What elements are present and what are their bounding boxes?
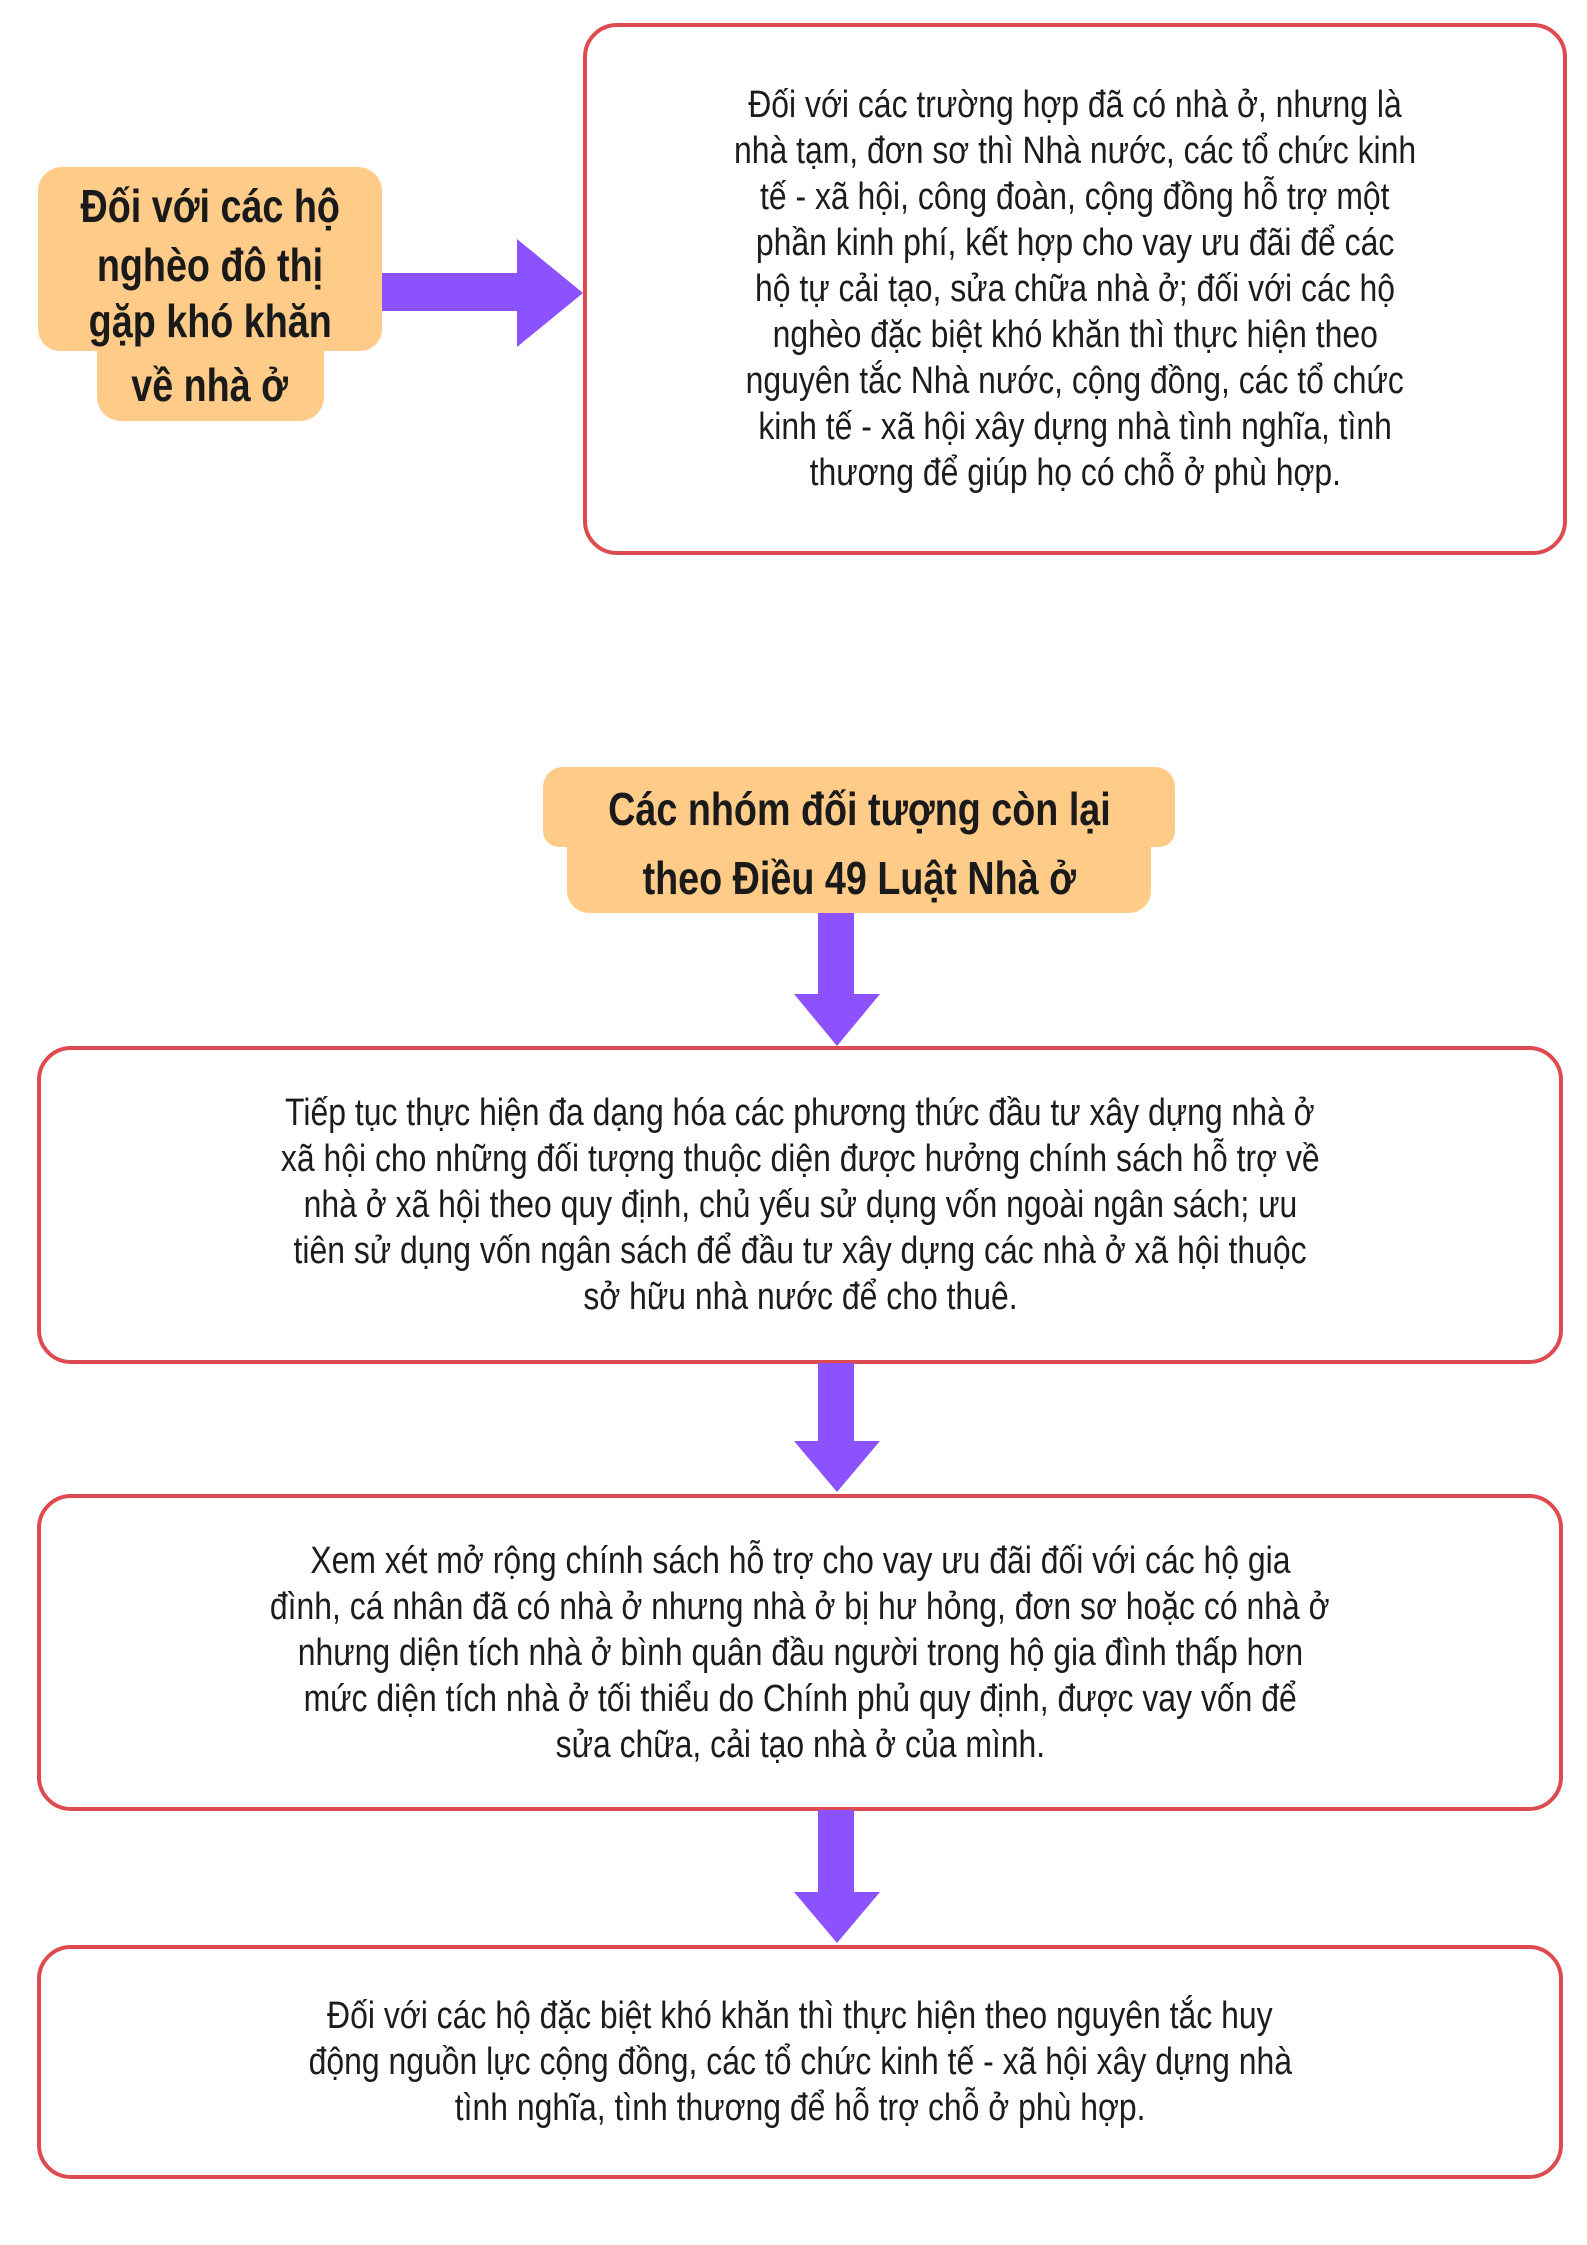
card-text-line: xã hội cho những đối tượng thuộc diện được hưởng chính sách hỗ trợ về xyxy=(280,1138,1320,1180)
remaining-groups-label xyxy=(543,767,1175,913)
card-text-line: sở hữu nhà nước để cho thuê. xyxy=(582,1276,1018,1318)
card-text-line: tình nghĩa, tình thương để hỗ trợ chỗ ở phù hợp. xyxy=(454,2087,1146,2129)
card-text-line: Đối với các hộ đặc biệt khó khăn thì thực hiện theo nguyên tắc huy xyxy=(327,1995,1273,2037)
card-text-line: đình, cá nhân đã có nhà ở nhưng nhà ở bị hư hỏng, đơn sơ hoặc có nhà ở xyxy=(270,1585,1330,1628)
card-text-line: nhà tạm, đơn sơ thì Nhà nước, các tổ chức kinh xyxy=(733,130,1417,172)
step-card-community-support xyxy=(37,1945,1563,2179)
label-line: nghèo đô thị xyxy=(38,239,382,291)
card-text-line: Tiếp tục thực hiện đa dạng hóa các phương thức đầu tư xây dựng nhà ở xyxy=(285,1092,1315,1134)
card-text-line: nhưng diện tích nhà ở bình quân đầu người trong hộ gia đình thấp hơn xyxy=(297,1631,1303,1674)
card-text-line: sửa chữa, cải tạo nhà ở của mình. xyxy=(555,1723,1045,1766)
label-line: Các nhóm đối tượng còn lại xyxy=(543,767,1175,847)
label-line: theo Điều 49 Luật Nhà ở xyxy=(567,843,1151,913)
card-text-line: mức diện tích nhà ở tối thiểu do Chính phủ quy định, được vay vốn để xyxy=(303,1677,1297,1720)
card-text-line: kinh tế - xã hội xây dựng nhà tình nghĩa, tình xyxy=(758,406,1392,448)
card-text-line: nghèo đặc biệt khó khăn thì thực hiện theo xyxy=(772,314,1378,356)
step-card-preferential-loans xyxy=(37,1494,1563,1811)
card-text-line: thương để giúp họ có chỗ ở phù hợp. xyxy=(809,452,1341,494)
label-line: về nhà ở xyxy=(97,341,324,421)
card-text-line: tiên sử dụng vốn ngân sách để đầu tư xây dựng các nhà ở xã hội thuộc xyxy=(293,1230,1307,1272)
urban-poor-label xyxy=(38,167,382,421)
label-line: gặp khó khăn xyxy=(38,291,382,351)
card-text-line: Đối với các trường hợp đã có nhà ở, nhưng là xyxy=(748,84,1402,126)
card-text-line: phần kinh phí, kết hợp cho vay ưu đãi để các xyxy=(755,222,1395,264)
card-text-line: nhà ở xã hội theo quy định, chủ yếu sử dụng vốn ngoài ngân sách; ưu xyxy=(303,1184,1297,1226)
step-card-social-housing xyxy=(37,1046,1563,1364)
card-text-line: Xem xét mở rộng chính sách hỗ trợ cho vay ưu đãi đối với các hộ gia xyxy=(309,1539,1291,1582)
card-text-line: nguyên tắc Nhà nước, cộng đồng, các tổ chức xyxy=(745,360,1405,402)
card-text-line: hộ tự cải tạo, sửa chữa nhà ở; đối với các hộ xyxy=(754,268,1396,310)
urban-poor-policy-card xyxy=(583,23,1567,555)
label-line: Đối với các hộ xyxy=(38,167,382,239)
card-text-line: động nguồn lực cộng đồng, các tổ chức kinh tế - xã hội xây dựng nhà xyxy=(308,2041,1292,2083)
card-text-line: tế - xã hội, công đoàn, cộng đồng hỗ trợ một xyxy=(760,176,1390,218)
